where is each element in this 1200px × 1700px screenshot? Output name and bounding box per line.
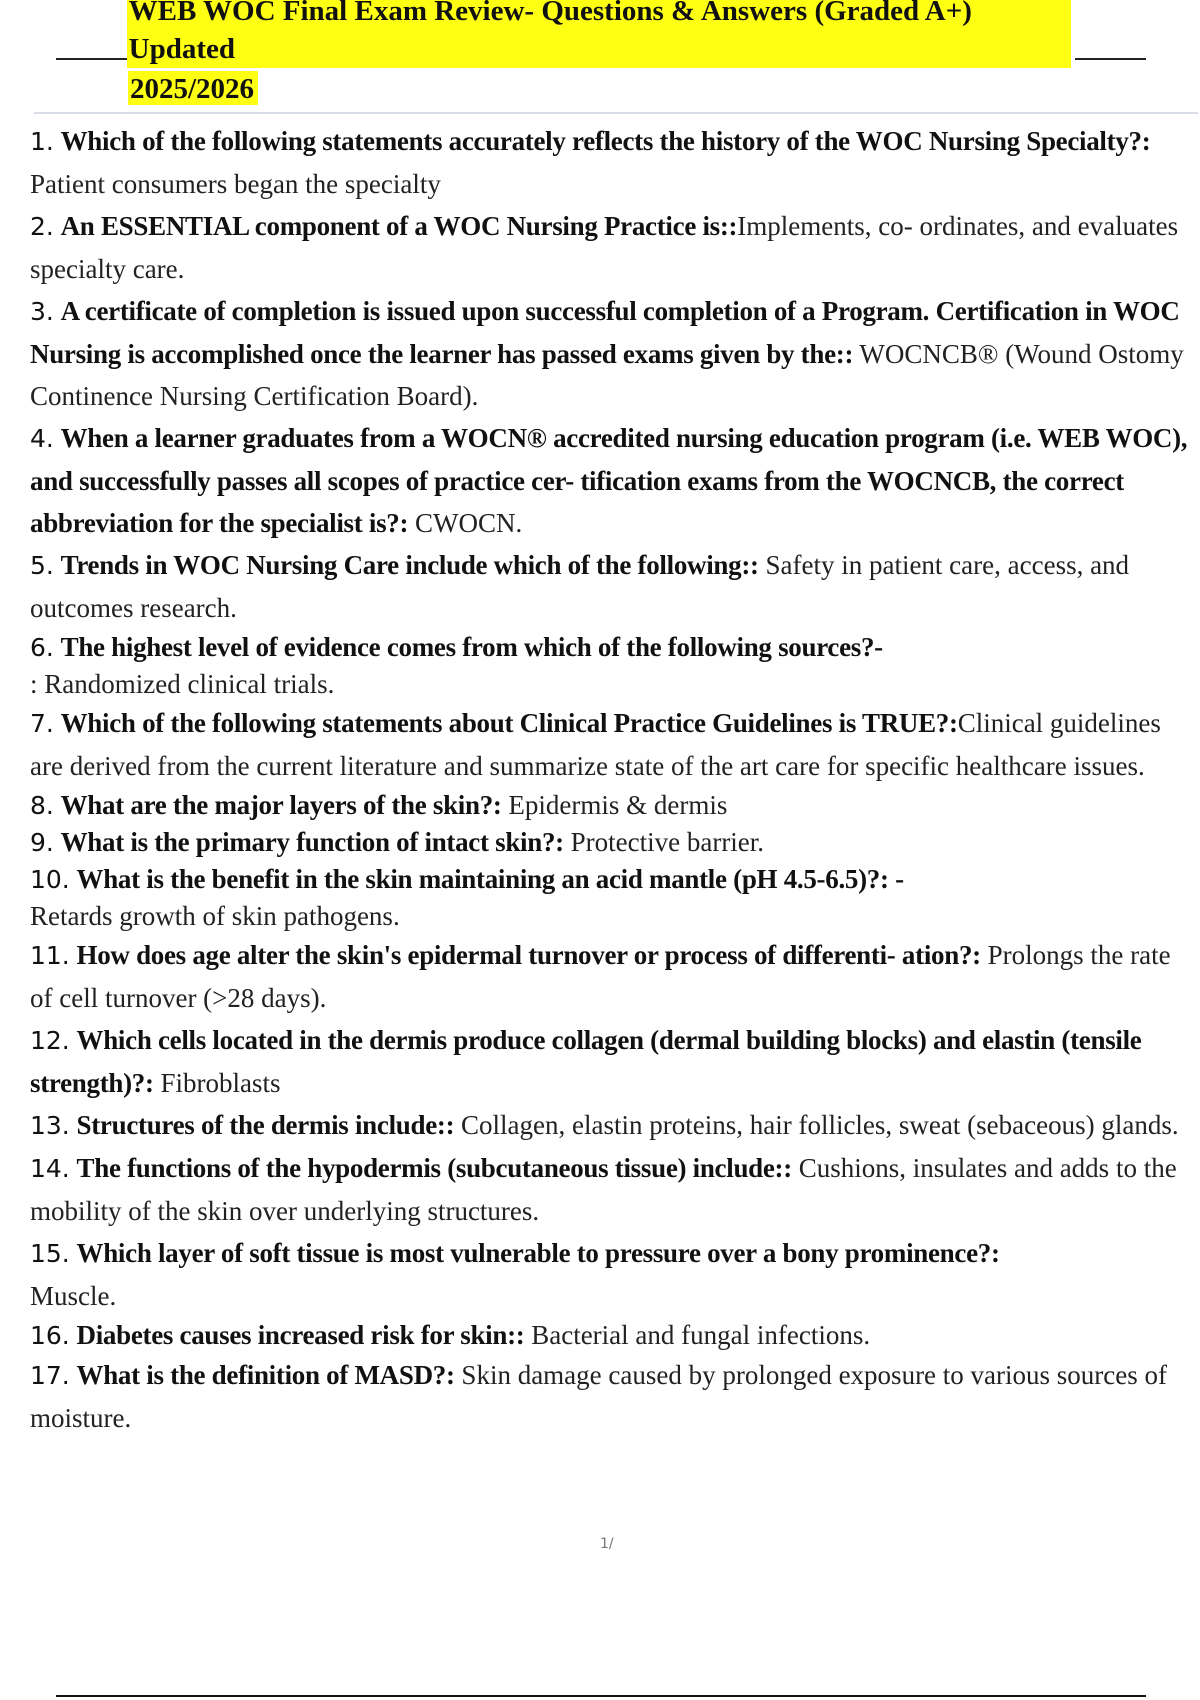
question-text: Which cells located in the dermis produce collagen (dermal building blocks) and elastin (tensile strength)?: <box>30 1025 1142 1098</box>
question-text: When a learner graduates from a WOCN® accredited nursing education program (i.e. WEB WOC), and successfully passes all scopes of practice cer- tification exams from the WOCNCB, the correct abbreviation for the specialist is?: <box>30 423 1188 538</box>
answer-text: Bacterial and fungal infections. <box>524 1320 871 1350</box>
answer-text: Patient consumers began the specialty <box>30 169 441 199</box>
answer-text: Epidermis & dermis <box>501 790 728 820</box>
item-number: 2. <box>30 212 54 241</box>
footer-rule <box>56 1695 1146 1697</box>
qa-item-2 <box>30 205 1190 290</box>
qa-item-7 <box>30 702 1190 787</box>
item-number: 7. <box>30 709 54 738</box>
page-number: 1/ <box>600 1536 614 1552</box>
question-text: Which of the following statements about Clinical Practice Guidelines is TRUE?: <box>60 708 958 738</box>
item-number: 10. <box>30 865 70 894</box>
title-divider <box>34 112 1198 114</box>
qa-item-5 <box>30 544 1190 629</box>
qa-item-9 <box>30 824 1190 861</box>
qa-item-1 <box>30 120 1190 205</box>
qa-list <box>30 120 1190 1439</box>
qa-item-14 <box>30 1147 1190 1232</box>
item-number: 1. <box>30 127 54 156</box>
item-number: 5. <box>30 551 54 580</box>
item-number: 8. <box>30 791 54 820</box>
answer-text: Skin damage caused by prolonged exposure to various sources of moisture. <box>30 1360 1167 1433</box>
qa-item-17 <box>30 1354 1190 1439</box>
question-text: What is the benefit in the skin maintaining an acid mantle (pH 4.5-6.5)?: - <box>76 864 904 894</box>
qa-item-4 <box>30 417 1190 544</box>
qa-item-11 <box>30 934 1190 1019</box>
question-text: A certificate of completion is issued upon successful completion of a Program. Certification in WOC Nursing is accomplished once the learner has passed exams given by the:: <box>30 296 1180 369</box>
qa-item-10 <box>30 861 1190 934</box>
question-text: What is the definition of MASD?: <box>76 1360 455 1390</box>
answer-text: Fibroblasts <box>153 1068 281 1098</box>
qa-item-15 <box>30 1232 1190 1317</box>
item-number: 9. <box>30 828 54 857</box>
question-text: How does age alter the skin's epidermal turnover or process of differenti- ation?: <box>76 940 981 970</box>
item-number: 15. <box>30 1239 70 1268</box>
item-number: 3. <box>30 297 54 326</box>
answer-text: Clinical guidelines are derived from the current literature and summarize state of the art care for specific healthcare issues. <box>30 708 1161 781</box>
question-text: What are the major layers of the skin?: <box>60 790 502 820</box>
item-number: 4. <box>30 424 54 453</box>
item-number: 13. <box>30 1111 70 1140</box>
qa-item-13 <box>30 1104 1190 1147</box>
question-text: What is the primary function of intact skin?: <box>60 827 564 857</box>
question-text: Diabetes causes increased risk for skin:: <box>76 1320 525 1350</box>
answer-text: Safety in patient care, access, and outcomes research. <box>30 550 1130 623</box>
item-number: 14. <box>30 1154 70 1183</box>
title-line-1: WEB WOC Final Exam Review- Questions & Answers (Graded A+) Updated <box>127 0 1072 68</box>
answer-text: Retards growth of skin pathogens. <box>30 901 400 931</box>
answer-text: Prolongs the rate of cell turnover (>28 days). <box>30 940 1171 1013</box>
question-text: Which of the following statements accurately reflects the history of the WOC Nursing Specialty?: <box>60 126 1151 156</box>
item-number: 17. <box>30 1361 70 1390</box>
qa-item-6 <box>30 629 1190 702</box>
question-text: The functions of the hypodermis (subcutaneous tissue) include:: <box>76 1153 792 1183</box>
item-number: 16. <box>30 1321 70 1350</box>
answer-text: Muscle. <box>30 1281 117 1311</box>
title-line-2: 2025/2026 <box>128 71 258 105</box>
qa-item-8 <box>30 787 1190 824</box>
title-rule-left <box>56 58 127 60</box>
answer-text: CWOCN. <box>408 508 523 538</box>
title-rule-right <box>1075 58 1146 60</box>
answer-text: Collagen, elastin proteins, hair follicles, sweat (sebaceous) glands. <box>454 1110 1179 1140</box>
qa-item-3 <box>30 290 1190 417</box>
answer-text: Protective barrier. <box>563 827 765 857</box>
question-text: Structures of the dermis include:: <box>76 1110 455 1140</box>
item-number: 11. <box>30 941 70 970</box>
qa-item-16 <box>30 1317 1190 1354</box>
question-text: The highest level of evidence comes from which of the following sources?- <box>60 632 883 662</box>
qa-item-12 <box>30 1019 1190 1104</box>
answer-text: Cushions, insulates and adds to the mobility of the skin over underlying structures. <box>30 1153 1177 1226</box>
question-text: An ESSENTIAL component of a WOC Nursing Practice is:: <box>60 211 738 241</box>
answer-text: WOCNCB® (Wound Ostomy Continence Nursing Certification Board). <box>30 339 1184 411</box>
document-title <box>56 0 1146 108</box>
answer-text: : Randomized clinical trials. <box>30 669 335 699</box>
item-number: 12. <box>30 1026 70 1055</box>
question-text: Which layer of soft tissue is most vulnerable to pressure over a bony prominence?: <box>76 1238 1000 1268</box>
answer-text: Implements, co- ordinates, and evaluates specialty care. <box>30 211 1179 284</box>
question-text: Trends in WOC Nursing Care include which of the following:: <box>60 550 759 580</box>
item-number: 6. <box>30 633 54 662</box>
